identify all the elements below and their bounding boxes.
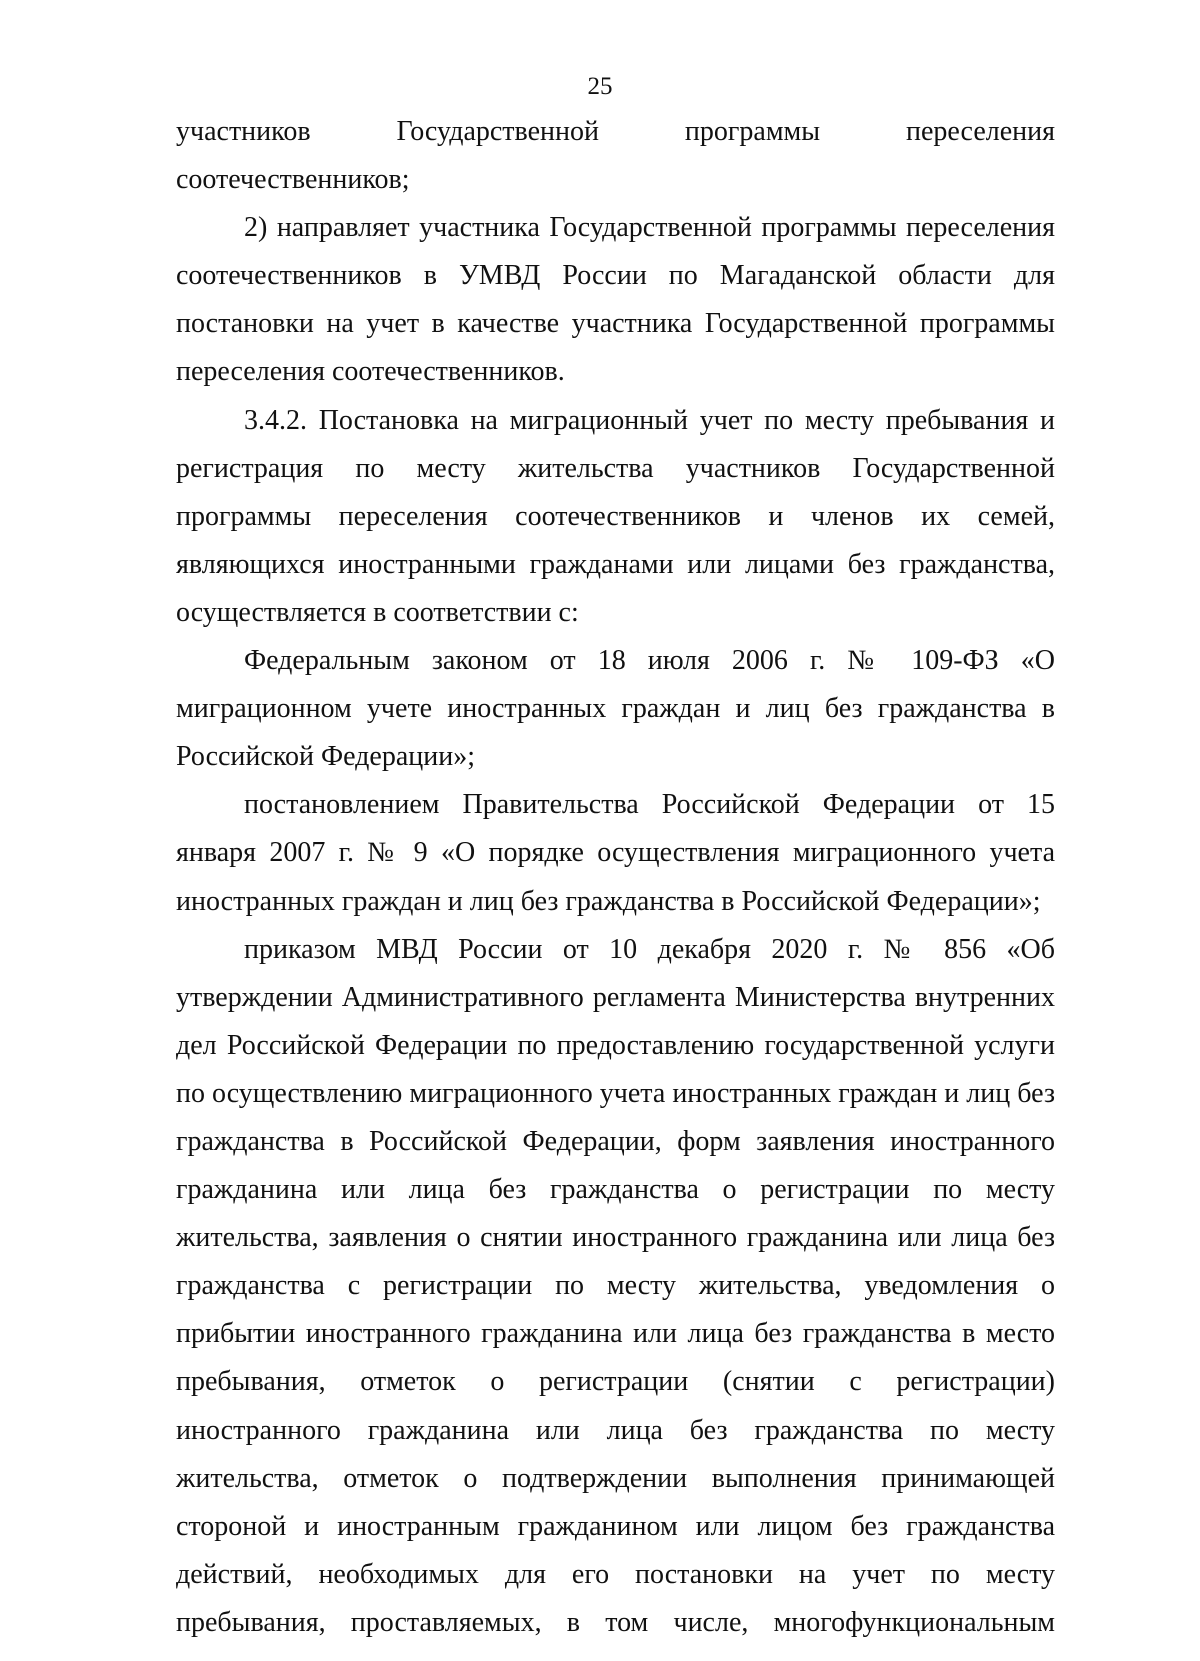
page-number: 25	[587, 73, 613, 100]
paragraph-item-2: 2) направляет участника Государственной программы переселения соотечественников в УМВД России по Магаданской области для постановки на учет в качестве участника Государственной программы переселения соотечественников.	[176, 212, 1055, 388]
paragraph-section-3-4-2: 3.4.2. Постановка на миграционный учет по месту пребывания и регистрация по месту жительства участников Государственной программы переселения соотечественников и членов их семей, являющихся иностранными гражданами или лицами без гражданства, осуществляется в соответствии с:	[176, 404, 1055, 628]
paragraph-continuation: участников Государственной программы переселения соотечественников;	[176, 116, 1055, 196]
document-body	[176, 108, 1055, 1647]
paragraph-federal-law: Федеральным законом от 18 июля 2006 г. № 109-ФЗ «О миграционном учете иностранных граждан и лиц без гражданства в Российской Федерации»;	[176, 645, 1055, 773]
paragraph-mvd-order: приказом МВД России от 10 декабря 2020 г. № 856 «Об утверждении Административного регламента Министерства внутренних дел Российской Федерации по предоставлению государственной услуги по осуществлению миграционного учета иностранных граждан и лиц без гражданства в Российской Федерации, форм заявления иностранного гражданина или лица без гражданства о регистрации по месту жительства, заявления о снятии иностранного гражданина или лица без гражданства с регистрации по месту жительства, уведомления о прибытии иностранного гражданина или лица без гражданства в место пребывания, отметок о регистрации (снятии с регистрации) иностранного гражданина или лица без гражданства по месту жительства, отметок о подтверждении выполнения принимающей стороной и иностранным гражданином или лицом без гражданства действий, необходимых для его постановки на учет по месту пребывания, проставляемых, в том числе, многофункциональным	[176, 933, 1055, 1638]
paragraph-government-decree: постановлением Правительства Российской Федерации от 15 января 2007 г. № 9 «О порядке осуществления миграционного учета иностранных граждан и лиц без гражданства в Российской Федерации»;	[176, 789, 1055, 917]
